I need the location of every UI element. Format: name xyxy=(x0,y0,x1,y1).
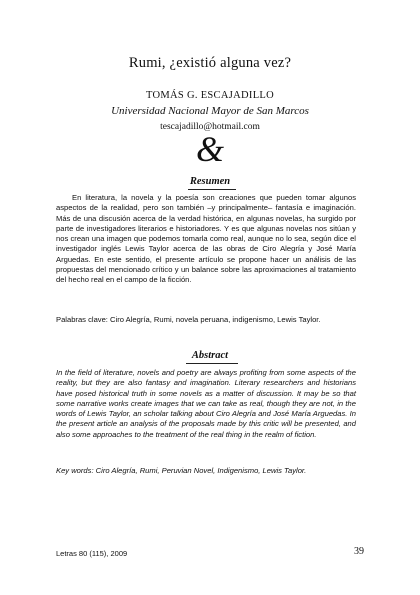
author-name: TOMÁS G. ESCAJADILLO xyxy=(145,90,275,101)
author-email: tescajadillo@hotmail.com xyxy=(160,122,260,132)
resumen-heading: Resumen xyxy=(189,176,231,187)
resumen-keywords: Palabras clave: Ciro Alegría, Rumi, novela peruana, indigenismo, Lewis Taylor. xyxy=(56,315,321,324)
ampersand-ornament: & xyxy=(195,129,224,169)
article-title: Rumi, ¿existió alguna vez? xyxy=(128,55,292,71)
abstract-keywords: Key words: Ciro Alegría, Rumi, Peruvian Novel, Indigenismo, Lewis Taylor. xyxy=(56,466,307,475)
journal-citation: Letras 80 (115), 2009 xyxy=(56,549,128,558)
resumen-heading-rule xyxy=(188,189,236,190)
author-affiliation: Universidad Nacional Mayor de San Marcos xyxy=(111,105,309,117)
abstract-heading-rule xyxy=(186,363,238,364)
abstract-paragraph: In the field of literature, novels and poetry are always profiting from some aspects of the reality, but they are also fantasy and imagination. Literary researchers and historians have posed historical truth in some novels as a matter of discussion. It may be so that some narrative works create images that we can take as real, though they are not, in the words of Lewis Taylor, an scholar talking about Ciro Alegría and José María Arguedas. In the present article an analysis of the proposals made by this critic will be presented, and also some approaches to the treatment of the real thing in the realm of fiction. xyxy=(56,368,356,439)
page-number: 39 xyxy=(354,546,364,557)
abstract-heading: Abstract xyxy=(191,350,229,361)
resumen-paragraph: En literatura, la novela y la poesía son creaciones que pueden tomar algunos aspectos de la realidad, pero son también –y principalmente– fantasía e imaginación. Más de una discusión acerca de la verdad histórica, en algunas novelas, ha surgido por parte de investigadores literarios e historiadores. Y es que algunas novelas nos sitúan y nos crean una imagen que podemos tomarla como real, aunque no lo sea, según dice el investigador inglés Lewis Taylor acerca de las obras de Ciro Alegría y José María Arguedas. En este sentido, el presente artículo se propone hacer un análisis de las propuestas del mencionado crítico y un balance sobre las aproximaciones al tratamiento del hecho real en el campo de la ficción. xyxy=(56,193,356,285)
